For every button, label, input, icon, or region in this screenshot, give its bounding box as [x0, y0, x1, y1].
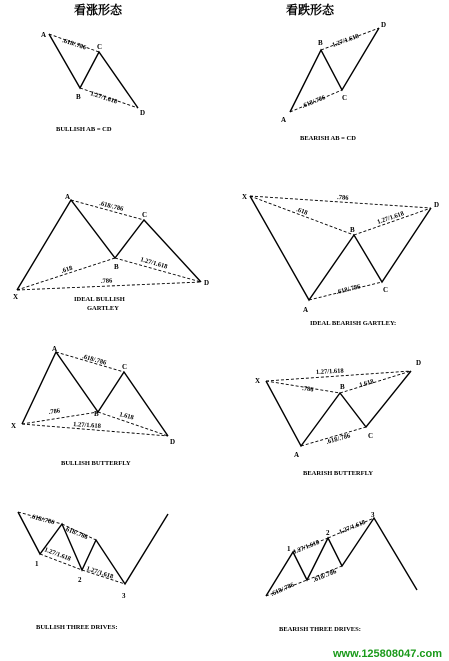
- bearish-gartley-pattern: [242, 193, 439, 327]
- bullish-butterfly-point-b: B: [94, 410, 99, 418]
- bearish-abcd-ac-ratio: .618/.786: [301, 94, 327, 110]
- bearish-butterfly-bd-line: [340, 371, 411, 393]
- bearish-gartley-bd-line: [354, 208, 431, 235]
- bearish-butterfly-xb-ratio: .786: [301, 385, 314, 394]
- bearish-abcd-bd-ratio: 1.27/1.618: [331, 32, 360, 49]
- bearish-butterfly-xd-ratio: 1.27/1.618: [315, 367, 344, 376]
- bearish-gartley-bd-ratio: 1.27/1.618: [376, 210, 405, 226]
- bearish-three-drives-ratio-3: .618/.786: [269, 581, 296, 598]
- bullish-butterfly-pattern: [11, 345, 175, 467]
- bearish-butterfly-bd-ratio: 1.618: [358, 378, 375, 389]
- bullish-abcd-caption: BULLISH AB = CD: [56, 126, 112, 133]
- bullish-gartley-xd-ratio: .786: [100, 277, 113, 285]
- bearish-abcd-pattern: [281, 21, 386, 142]
- bullish-gartley-point-c: C: [142, 211, 148, 219]
- bullish-gartley-bd-ratio: 1.27/1.618: [139, 256, 169, 271]
- bullish-three-drives-ratio-3: 1.27/1.618: [43, 546, 72, 563]
- bearish-gartley-point-x: X: [242, 193, 248, 201]
- bearish-three-drives-caption: BEARISH THREE DRIVES:: [279, 626, 361, 633]
- bullish-gartley-ac-ratio: .618/.786: [98, 200, 125, 213]
- bullish-butterfly-caption: BULLISH BUTTERFLY: [61, 460, 131, 467]
- bearish-butterfly-point-d: D: [416, 359, 422, 367]
- bullish-butterfly-ac-ratio: .618/.786: [81, 353, 107, 367]
- bullish-abcd-point-b: B: [76, 93, 81, 101]
- bearish-three-drives-point-1: 1: [287, 545, 291, 553]
- bullish-gartley-xb-ratio: .618: [60, 264, 74, 275]
- bullish-butterfly-point-x: X: [11, 422, 17, 430]
- bearish-butterfly-pattern: [255, 359, 421, 477]
- bullish-gartley-caption-line1: IDEAL BULLISH: [74, 296, 125, 303]
- bearish-gartley-xd-ratio: .786: [336, 194, 349, 202]
- bullish-three-drives-point-3: 3: [122, 592, 126, 600]
- bullish-three-drives-point-1: 1: [35, 560, 39, 568]
- bullish-butterfly-point-a: A: [52, 345, 58, 353]
- bullish-gartley-price-path: [17, 200, 201, 290]
- bearish-gartley-point-b: B: [350, 226, 355, 234]
- bullish-gartley-xb-line: [17, 258, 115, 290]
- bullish-three-drives-pattern: [18, 512, 168, 631]
- bullish-butterfly-bd-ratio: 1.618: [118, 411, 135, 422]
- bullish-gartley-point-a: A: [65, 193, 71, 201]
- bearish-abcd-point-a: A: [281, 116, 287, 124]
- bullish-header: 看涨形态: [74, 3, 123, 17]
- bearish-gartley-ac-ratio: .618/.786: [335, 283, 362, 296]
- bearish-gartley-xb-ratio: .618: [295, 206, 309, 217]
- bullish-butterfly-xd-ratio: 1.27/1.618: [72, 421, 102, 430]
- bullish-abcd-pattern: [41, 31, 145, 133]
- bearish-gartley-point-d: D: [434, 201, 440, 209]
- bullish-gartley-pattern: [13, 193, 209, 312]
- bullish-butterfly-xb-ratio: .786: [48, 407, 61, 416]
- bullish-abcd-point-d: D: [140, 109, 146, 117]
- bullish-butterfly-point-c: C: [122, 363, 128, 371]
- bullish-three-drives-caption: BULLISH THREE DRIVES:: [36, 624, 118, 631]
- bullish-gartley-point-b: B: [114, 263, 119, 271]
- bearish-butterfly-point-b: B: [340, 383, 345, 391]
- bearish-gartley-xb-line: [250, 196, 354, 235]
- bearish-butterfly-ac-ratio: .618/.786: [325, 432, 352, 446]
- bearish-three-drives-ratio-1: 1.27/1.618: [292, 538, 321, 556]
- bearish-abcd-point-b: B: [318, 39, 323, 47]
- bearish-abcd-point-c: C: [342, 94, 348, 102]
- bearish-abcd-point-d: D: [381, 21, 387, 29]
- bullish-butterfly-point-d: D: [170, 438, 176, 446]
- site-watermark: www.125808047.com: [333, 648, 443, 660]
- bearish-butterfly-caption: BEARISH BUTTERFLY: [303, 470, 374, 477]
- bullish-three-drives-ratio-1: .618/.786: [29, 513, 56, 527]
- bearish-three-drives-ratio-4: .618/.786: [312, 568, 338, 584]
- bearish-butterfly-point-c: C: [368, 432, 374, 440]
- bullish-gartley-caption-line2: GARTLEY: [87, 305, 119, 312]
- bearish-gartley-point-a: A: [303, 306, 309, 314]
- bearish-gartley-point-c: C: [383, 286, 389, 294]
- bullish-abcd-bd-ratio: 1.27/1.618: [89, 90, 118, 106]
- bearish-three-drives-point-3: 3: [371, 511, 375, 519]
- bearish-abcd-caption: BEARISH AB = CD: [300, 135, 356, 142]
- bearish-gartley-price-path: [250, 196, 431, 300]
- bearish-three-drives-point-2: 2: [326, 529, 330, 537]
- bullish-gartley-point-d: D: [204, 279, 210, 287]
- bullish-abcd-ac-ratio: .618/.786: [61, 37, 87, 52]
- bearish-gartley-caption: IDEAL BEARISH GARTLEY:: [310, 320, 397, 327]
- bearish-butterfly-point-a: A: [294, 451, 300, 459]
- bullish-abcd-point-c: C: [97, 43, 103, 51]
- bullish-three-drives-ratio-4: 1.27/1.618: [85, 565, 114, 581]
- bearish-three-drives-pattern: [266, 511, 417, 633]
- bearish-three-drives-ratio-2: 1.27/1.618: [338, 518, 367, 536]
- bullish-three-drives-ratio-2: .618/.786: [63, 525, 89, 542]
- bullish-three-drives-point-2: 2: [78, 576, 82, 584]
- bullish-gartley-point-x: X: [13, 293, 19, 301]
- bearish-butterfly-point-x: X: [255, 377, 261, 385]
- bearish-header: 看跌形态: [286, 3, 335, 17]
- bullish-abcd-point-a: A: [41, 31, 47, 39]
